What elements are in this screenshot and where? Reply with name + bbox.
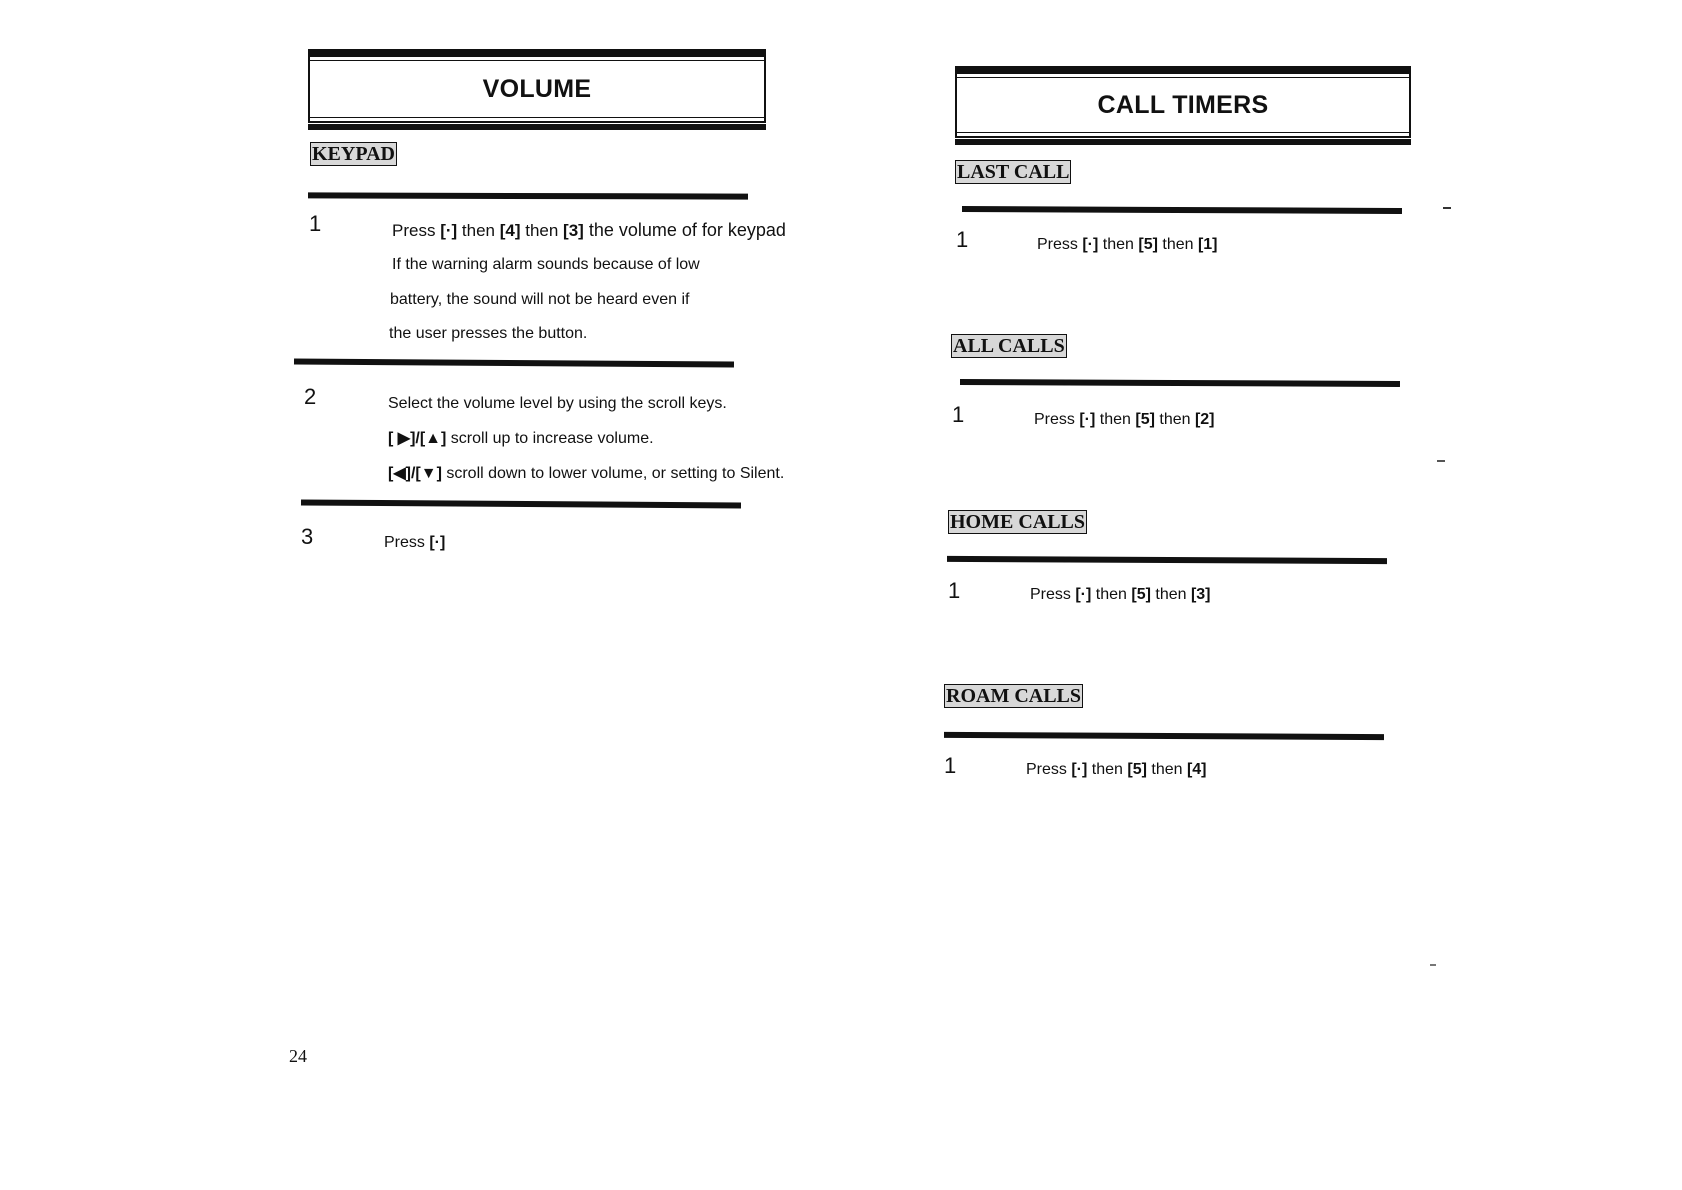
step-number: 1 — [952, 402, 965, 427]
key-label: [4] — [499, 221, 521, 240]
instruction-text: Press — [1034, 411, 1080, 428]
step-instruction — [1034, 411, 1215, 429]
divider-rule — [960, 379, 1400, 387]
note-line: the user presses the button. — [389, 325, 588, 342]
title-bottom-bar — [955, 139, 1411, 145]
call-timers-title-box — [955, 72, 1411, 138]
divider-rule — [947, 556, 1387, 564]
divider-rule — [308, 192, 748, 199]
section-label-all-calls: ALL CALLS — [953, 335, 1065, 357]
key-label: [·] — [440, 221, 458, 240]
step-number: 1 — [944, 753, 957, 778]
scan-speck — [1443, 207, 1451, 209]
step-instruction — [392, 220, 786, 241]
divider-rule — [962, 206, 1402, 214]
step-instruction — [388, 428, 654, 448]
scan-speck — [1437, 460, 1445, 462]
volume-title-box — [308, 55, 766, 123]
step-instruction — [1037, 236, 1218, 254]
instruction-text: Press — [1030, 586, 1076, 603]
key-label: [·] — [1075, 586, 1092, 603]
instruction-text: then — [520, 221, 564, 240]
step-number: 3 — [301, 524, 314, 549]
section-label-home-calls: HOME CALLS — [950, 511, 1086, 533]
instruction-text: then — [1146, 761, 1187, 778]
title-top-bar — [308, 49, 766, 55]
instruction-text: then — [1091, 586, 1132, 603]
key-label: [·] — [429, 534, 446, 551]
section-label-roam-calls: ROAM CALLS — [946, 685, 1082, 707]
instruction-text: then — [1087, 761, 1128, 778]
instruction-text: then — [1095, 411, 1136, 428]
key-label: [5] — [1127, 761, 1147, 778]
note-line: If the warning alarm sounds because of low — [392, 256, 700, 273]
instruction-text: scroll up to increase volume. — [446, 430, 654, 447]
step-number: 1 — [948, 578, 961, 603]
instruction-text: Press — [1037, 236, 1083, 253]
scroll-down-keys: [◀]/[▼] — [388, 465, 442, 482]
instruction-text: then — [1154, 411, 1195, 428]
instruction-text: the volume of for keypad — [583, 220, 786, 240]
step-number: 2 — [304, 384, 317, 409]
key-label: [·] — [1082, 236, 1099, 253]
step-instruction: Select the volume level by using the scroll keys. — [388, 395, 727, 412]
step-number: 1 — [956, 227, 969, 252]
instruction-text: scroll down to lower volume, or setting to Silent. — [441, 465, 785, 482]
key-label: [·] — [1079, 411, 1096, 428]
key-label: [4] — [1186, 761, 1207, 778]
step-instruction — [388, 463, 784, 483]
key-label: [5] — [1131, 586, 1151, 603]
instruction-text: then — [1157, 236, 1198, 253]
instruction-text: Press — [384, 534, 430, 551]
section-label-keypad: KEYPAD — [312, 143, 395, 165]
note-line: battery, the sound will not be heard even if — [390, 291, 690, 308]
key-label: [2] — [1194, 411, 1215, 428]
key-label: [1] — [1197, 236, 1218, 253]
page-number: 24 — [289, 1046, 307, 1066]
step-instruction — [1030, 586, 1211, 604]
instruction-text: Press — [392, 221, 441, 240]
title-bottom-bar — [308, 124, 766, 130]
key-label: [5] — [1138, 236, 1158, 253]
instruction-text: then — [1150, 586, 1191, 603]
step-number: 1 — [309, 211, 322, 236]
instruction-text: then — [457, 221, 500, 240]
key-label: [3] — [563, 221, 584, 240]
step-instruction — [384, 534, 445, 552]
scroll-up-keys: [ ▶]/[▲] — [388, 430, 447, 447]
instruction-text: then — [1098, 236, 1139, 253]
scan-speck — [1430, 964, 1436, 966]
divider-rule — [944, 732, 1384, 740]
key-label: [·] — [1071, 761, 1088, 778]
divider-rule — [301, 499, 741, 508]
divider-rule — [294, 358, 734, 367]
step-instruction — [1026, 761, 1207, 779]
key-label: [5] — [1135, 411, 1155, 428]
page-title: VOLUME — [482, 74, 592, 103]
key-label: [3] — [1190, 586, 1211, 603]
title-top-bar — [955, 66, 1411, 72]
instruction-text: Press — [1026, 761, 1072, 778]
page-title: CALL TIMERS — [1097, 90, 1269, 119]
section-label-last-call: LAST CALL — [957, 161, 1070, 183]
